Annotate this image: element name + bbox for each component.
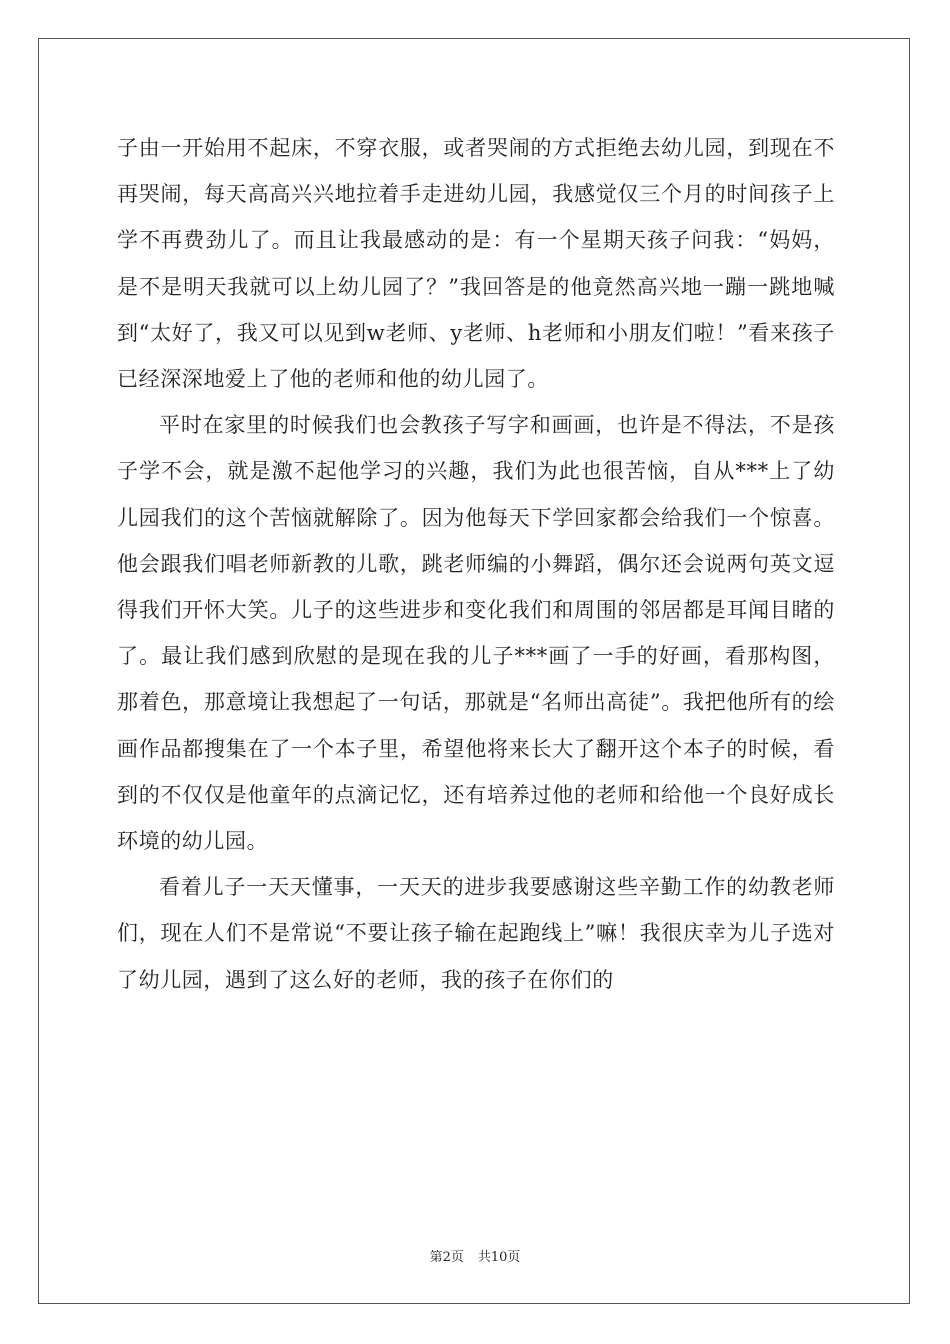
page-footer [0, 1246, 950, 1265]
page-number: 第2页 [429, 1250, 464, 1265]
paragraph-1: 子由一开始用不起床，不穿衣服，或者哭闹的方式拒绝去幼儿园，到现在不再哭闹，每天高高兴兴地拉着手走进幼儿园，我感觉仅三个月的时间孩子上学不再费劲儿了。而且让我最感动的是：有一个星期天孩子问我：“妈妈，是不是明天我就可以上幼儿园了？”我回答是的他竟然高兴地一蹦一跳地喊到“太好了，我又可以见到w老师、y老师、h老师和小朋友们啦！”看来孩子已经深深地爱上了他的老师和他的幼儿园了。 [117, 136, 835, 392]
paragraph-3: 看着儿子一天天懂事，一天天的进步我要感谢这些辛勤工作的幼教老师们，现在人们不是常说“不要让孩子输在起跑线上”嘛！我很庆幸为儿子选对了幼儿园，遇到了这么好的老师，我的孩子在你们的 [117, 875, 835, 992]
paragraph-2: 平时在家里的时候我们也会教孩子写字和画画，也许是不得法，不是孩子学不会，就是激不起他学习的兴趣，我们为此也很苦恼，自从***上了幼儿园我们的这个苦恼就解除了。因为他每天下学回家都会给我们一个惊喜。他会跟我们唱老师新教的儿歌，跳老师编的小舞蹈，偶尔还会说两句英文逗得我们开怀大笑。儿子的这些进步和变化我们和周围的邻居都是耳闻目睹的了。最让我们感到欣慰的是现在我的儿子***画了一手的好画，看那构图，那着色，那意境让我想起了一句话，那就是“名师出高徒”。我把他所有的绘画作品都搜集在了一个本子里，希望他将来长大了翻开这个本子的时候，看到的不仅仅是他童年的点滴记忆，还有培养过他的老师和给他一个良好成长环境的幼儿园。 [117, 413, 835, 854]
page-total: 共10页 [477, 1250, 521, 1265]
document-body [117, 125, 835, 1003]
